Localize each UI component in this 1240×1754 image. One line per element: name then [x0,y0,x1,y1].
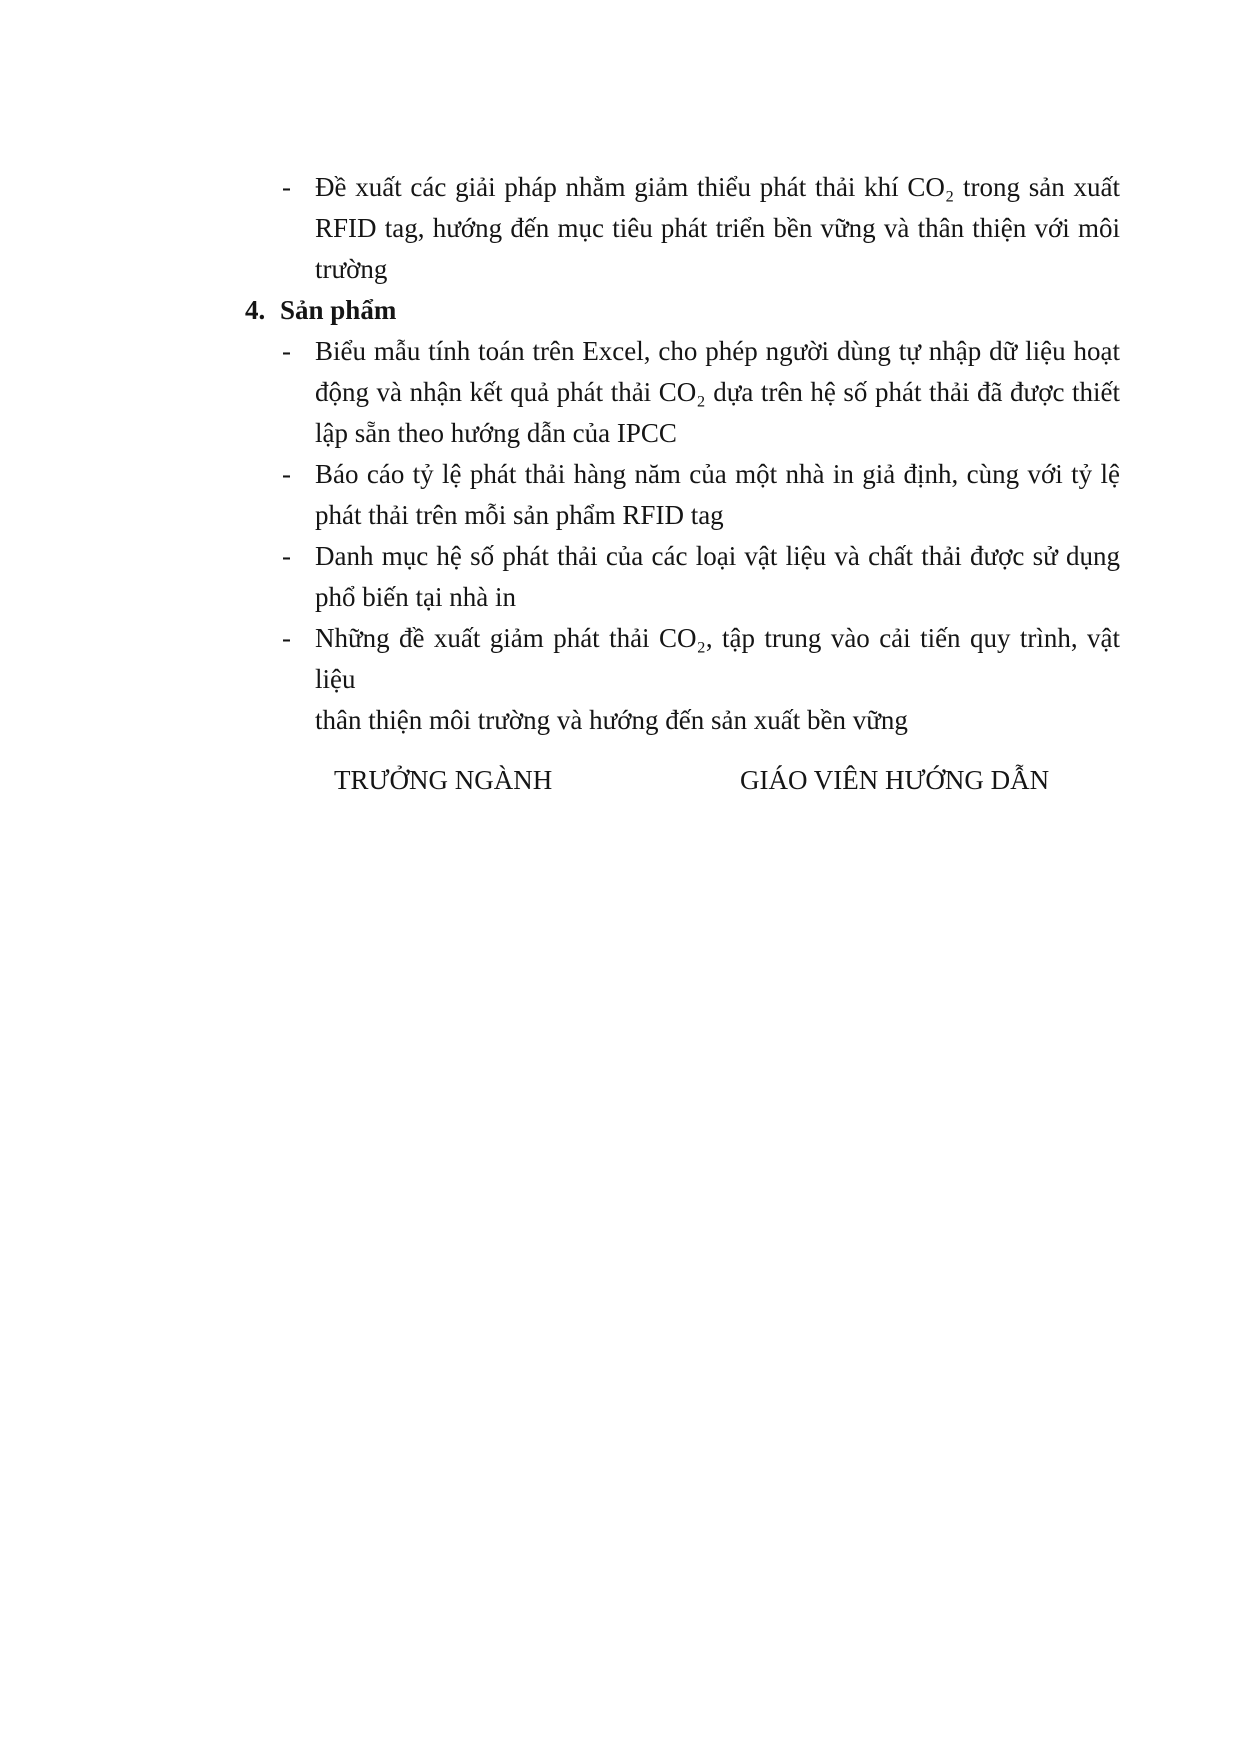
list-item [282,536,1120,618]
bullet-marker: - [282,541,291,571]
text-line: Báo cáo tỷ lệ phát thải hàng năm của một nhà in giả định, cùng với tỷ lệ [315,459,1120,489]
list-item [282,618,1120,741]
text-line: Danh mục hệ số phát thải của các loại vật liệu và chất thải được sử dụng [315,541,1120,571]
list-item [282,331,1120,454]
bullet-marker: - [282,623,291,653]
text-line: thân thiện môi trường và hướng đến sản xuất bền vững [315,705,908,735]
section-title: Sản phẩm [280,295,397,325]
signature-left: TRƯỞNG NGÀNH [334,765,553,795]
text-line: phổ biến tại nhà in [315,582,516,612]
bullet-marker: - [282,459,291,489]
text-line: Đề xuất các giải pháp nhằm giảm thiểu phát thải khí CO₂ trong sản xuất [315,172,1120,202]
text-line: động và nhận kết quả phát thải CO₂ dựa trên hệ số phát thải đã được thiết [315,377,1120,407]
section-number: 4. [245,295,266,325]
bullet-marker: - [282,172,291,202]
signature-block [0,760,1240,801]
text-line: Biểu mẫu tính toán trên Excel, cho phép người dùng tự nhập dữ liệu hoạt [315,336,1120,366]
text-line: phát thải trên mỗi sản phẩm RFID tag [315,500,724,530]
bullet-marker: - [282,336,291,366]
text-line: lập sẵn theo hướng dẫn của IPCC [315,418,677,448]
text-line: trường [315,254,388,284]
list-item [282,167,1120,290]
signature-right: GIÁO VIÊN HƯỚNG DẪN [740,765,1050,795]
list-item [282,454,1120,536]
section-heading [245,290,1240,331]
document-content [0,167,1240,741]
text-line: RFID tag, hướng đến mục tiêu phát triển bền vững và thân thiện với môi [315,213,1120,243]
text-line: Những đề xuất giảm phát thải CO₂, tập trung vào cải tiến quy trình, vật liệu [315,623,1120,694]
